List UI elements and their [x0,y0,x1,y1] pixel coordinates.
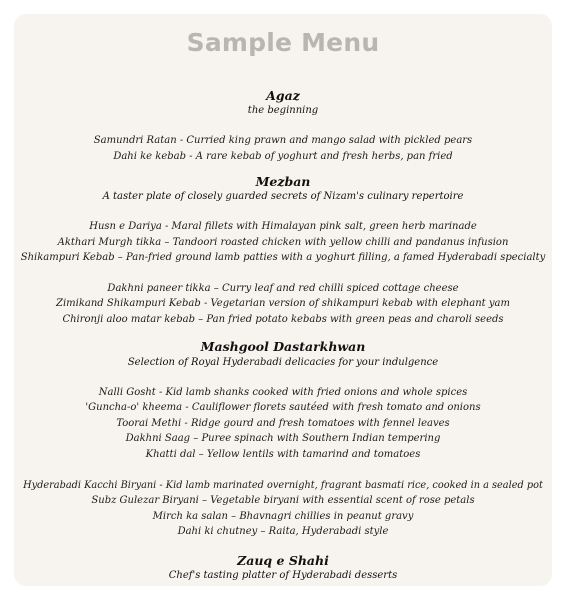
menu-item: Chironji aloo matar kebab – Pan fried potato kebabs with green peas and charoli seeds [62,314,504,325]
menu-item: 'Guncha-o' kheema - Cauliflower florets sautéed with fresh tomato and onions [85,402,481,413]
section-subtitle-mashgool-dastarkhwan: Selection of Royal Hyderabadi delicacies for your indulgence [127,357,439,368]
menu-item: Dakhni paneer tikka – Curry leaf and red chilli spiced cottage cheese [107,283,459,294]
menu-item: Hyderabadi Kacchi Biryani - Kid lamb marinated overnight, fragrant basmati rice, cooked in a sealed pot [23,480,543,491]
section-subtitle-mezban: A taster plate of closely guarded secrets of Nizam's culinary repertoire [102,191,464,202]
menu-item: Dahi ke kebab - A rare kebab of yoghurt and fresh herbs, pan fried [113,151,453,162]
menu-item: Dakhni Saag – Puree spinach with Southern Indian tempering [125,433,441,444]
menu-item: Toorai Methi - Ridge gourd and fresh tomatoes with fennel leaves [116,418,450,429]
section-title-mezban: Mezban [255,174,311,189]
menu-item: Mirch ka salan – Bhavnagri chillies in peanut gravy [152,511,414,522]
section-title-zauq-e-shahi: Zauq e Shahi [237,553,329,568]
menu-item: Nalli Gosht - Kid lamb shanks cooked with fried onions and whole spices [98,387,468,398]
menu-item: Samundri Ratan - Curried king prawn and mango salad with pickled pears [93,135,473,146]
menu-item: Husn e Dariya - Maral fillets with Himalayan pink salt, green herb marinade [89,221,477,232]
menu-item: Akthari Murgh tikka – Tandoori roasted chicken with yellow chilli and pandanus infusion [57,237,509,248]
section-title-mashgool-dastarkhwan: Mashgool Dastarkhwan [200,339,366,354]
section-subtitle-agaz: the beginning [247,105,319,116]
menu-card [14,14,552,586]
menu-item: Khatti dal – Yellow lentils with tamarind and tomatoes [145,449,421,460]
menu-item: Shikampuri Kebab – Pan-fried ground lamb patties with a yoghurt filling, a famed Hyderabadi specialty [20,252,546,263]
menu-item: Dahi ki chutney – Raita, Hyderabadi style [177,526,389,537]
section-subtitle-zauq-e-shahi: Chef's tasting platter of Hyderabadi desserts [168,570,398,581]
section-title-agaz: Agaz [266,88,300,103]
menu-item: Subz Gulezar Biryani – Vegetable biryani with essential scent of rose petals [91,495,475,506]
menu-title: Sample Menu [186,28,380,57]
menu-item: Zimikand Shikampuri Kebab - Vegetarian version of shikampuri kebab with elephant yam [56,298,510,309]
